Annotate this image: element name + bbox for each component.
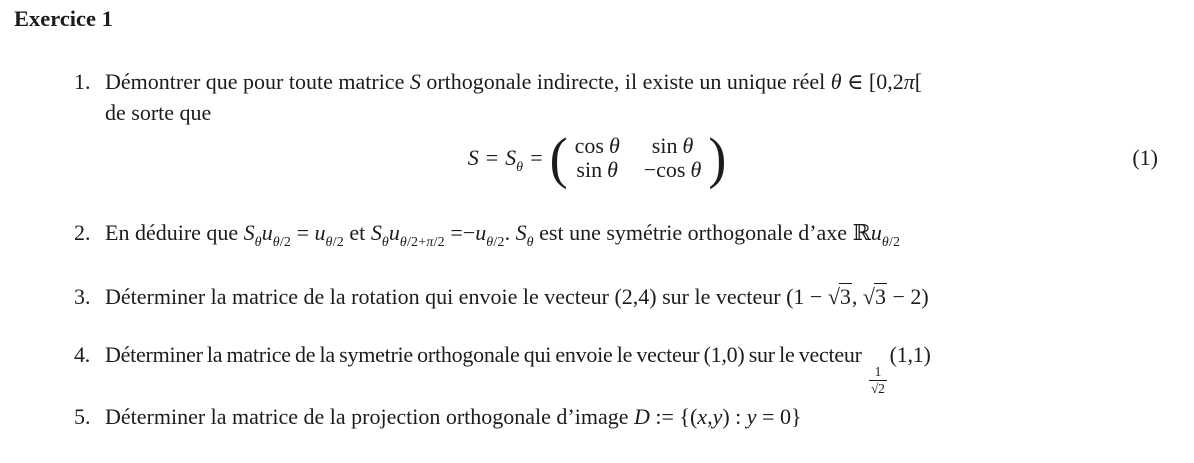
subscript-theta-over-2 — [486, 235, 504, 250]
open-paren-1: (1 — [786, 284, 805, 309]
var-u: u — [314, 220, 326, 245]
var-D: D — [634, 404, 650, 429]
item-1-line-2: de sorte que — [105, 100, 212, 125]
sub-over-2: /2 — [493, 235, 505, 250]
equals-zero-close-brace: = 0} — [756, 404, 802, 429]
sin-function: sin — [576, 157, 603, 182]
interval-close: [ — [914, 69, 923, 94]
vector-1-0: (1,0) — [703, 342, 745, 367]
var-theta: θ — [607, 157, 618, 182]
cos-function: cos — [574, 133, 604, 158]
minus-sign: − — [804, 284, 828, 309]
item-4-text-mid: sur le vecteur — [744, 342, 866, 367]
item-3-number: 3. — [74, 284, 91, 309]
var-u: u — [475, 220, 487, 245]
subscript-theta: θ — [254, 235, 262, 250]
radical-symbol: √ — [862, 284, 875, 309]
matrix-cell-11 — [575, 134, 620, 158]
var-theta: θ — [608, 133, 620, 158]
item-5-text-pre: Déterminer la matrice de la projection orthogonale d’image — [105, 404, 634, 429]
item-4-text-pre: Déterminer la matrice de la symetrie orthogonale qui envoie le vecteur — [105, 342, 704, 367]
sub-theta: θ — [486, 235, 494, 250]
equation-lhs — [467, 145, 550, 175]
var-S: S — [467, 145, 479, 170]
left-parenthesis: ( — [549, 125, 568, 190]
right-parenthesis: ) — [708, 125, 727, 190]
equals-sign: = — [444, 220, 463, 245]
math-S-theta-u-shifted — [370, 220, 445, 250]
minus-sign: − — [462, 220, 476, 245]
var-x: x — [697, 404, 708, 429]
item-2-text-pre: En déduire que — [105, 220, 244, 245]
sqrt-3 — [828, 284, 852, 309]
item-1-text-mid: orthogonale indirecte, il existe un unique réel — [420, 69, 831, 94]
radicand: 3 — [839, 284, 851, 309]
matrix-cell-22 — [644, 158, 702, 182]
var-theta: θ — [690, 157, 702, 182]
item-1-number: 1. — [74, 69, 91, 94]
sub-over-2: /2 — [279, 235, 292, 250]
var-S: S — [370, 220, 382, 245]
subscript-theta: θ — [381, 235, 389, 250]
subscript-theta-over-2-plus-pi-over-2 — [400, 235, 445, 250]
comma: , — [707, 404, 713, 429]
subscript-theta-over-2 — [882, 235, 900, 250]
item-3 — [0, 281, 929, 312]
sqrt-3 — [863, 284, 887, 309]
matrix-cell-21 — [575, 158, 620, 182]
matrix-cell-12 — [644, 134, 702, 158]
vector-1-1: (1,1) — [889, 342, 931, 367]
matrix-2x2 — [575, 134, 702, 182]
vector-2-4: (2,4) — [614, 284, 657, 309]
element-of-symbol: ∈ — [841, 69, 869, 94]
var-u: u — [261, 220, 273, 245]
var-S: S — [505, 145, 517, 170]
item-3-text-mid: sur le vecteur — [656, 284, 787, 309]
cos-function: cos — [656, 157, 686, 182]
var-S: S — [243, 220, 255, 245]
var-y: y — [746, 404, 757, 429]
equals-sign: = — [291, 220, 315, 245]
item-2-text-et: et — [343, 220, 371, 245]
item-5-number: 5. — [74, 404, 91, 429]
denominator — [869, 380, 887, 397]
subscript-theta-over-2 — [273, 235, 291, 250]
sub-theta: θ — [881, 235, 889, 250]
item-5 — [0, 401, 802, 432]
sub-over-2: /2 — [433, 235, 445, 250]
close-paren-2: 2) — [910, 284, 929, 309]
var-S: S — [409, 69, 421, 94]
item-2 — [0, 217, 900, 252]
colon-equals-open-brace: := {( — [649, 404, 698, 429]
var-theta: θ — [830, 69, 842, 94]
var-theta: θ — [682, 133, 694, 158]
var-pi: π — [903, 69, 915, 94]
item-1 — [0, 66, 922, 128]
item-4 — [0, 339, 931, 396]
close-paren-colon: ) : — [722, 404, 747, 429]
radicand: 2 — [878, 380, 885, 396]
minus-sign: − — [643, 157, 657, 182]
math-axis-u — [870, 220, 901, 250]
equation-number: (1) — [1132, 145, 1158, 170]
math-S-theta-u — [243, 220, 292, 250]
var-S: S — [515, 220, 527, 245]
exercise-title: Exercice 1 — [14, 6, 113, 31]
sub-theta: θ — [272, 235, 280, 250]
item-1-text-pre: Démontrer que pour toute matrice — [105, 69, 410, 94]
sub-theta: θ — [325, 235, 333, 250]
sin-function: sin — [651, 133, 678, 158]
var-S-theta — [505, 145, 524, 175]
item-2-text-mid: est une symétrie orthogonale d’axe — [533, 220, 853, 245]
radical-symbol: √ — [871, 380, 879, 396]
var-y: y — [712, 404, 723, 429]
sub-theta: θ — [399, 235, 407, 250]
math-u-theta-over-2 — [314, 220, 344, 250]
item-3-text-pre: Déterminer la matrice de la rotation qui envoie le vecteur — [105, 284, 615, 309]
interval — [869, 69, 922, 94]
comma: , — [851, 284, 863, 309]
interval-open: [0,2 — [868, 69, 904, 94]
fraction-1-over-sqrt2 — [869, 364, 887, 396]
subscript-theta: θ — [526, 235, 534, 250]
math-S-theta — [515, 220, 534, 250]
var-u: u — [870, 220, 882, 245]
sub-pi: π — [426, 235, 434, 250]
radical-symbol: √ — [827, 284, 840, 309]
radicand: 3 — [875, 284, 886, 309]
sub-over-2-plus: /2+ — [406, 235, 427, 250]
period: . — [504, 220, 516, 245]
numerator: 1 — [874, 364, 882, 379]
math-minus-u-theta-over-2 — [475, 220, 505, 250]
sub-over-2: /2 — [332, 235, 344, 250]
item-1-line-1 — [105, 66, 922, 97]
subscript-theta: θ — [516, 160, 524, 175]
item-2-number: 2. — [74, 220, 91, 245]
subscript-theta-over-2 — [326, 235, 344, 250]
sub-over-2: /2 — [888, 235, 901, 250]
var-u: u — [388, 220, 400, 245]
minus-sign: − — [887, 284, 911, 309]
blackboard-R-symbol: ℝ — [852, 220, 871, 245]
vector-expression — [786, 284, 929, 309]
equation-block — [0, 127, 1194, 189]
item-4-number: 4. — [74, 342, 90, 367]
equals-sign: = — [485, 145, 499, 170]
equals-sign: = — [530, 145, 543, 170]
